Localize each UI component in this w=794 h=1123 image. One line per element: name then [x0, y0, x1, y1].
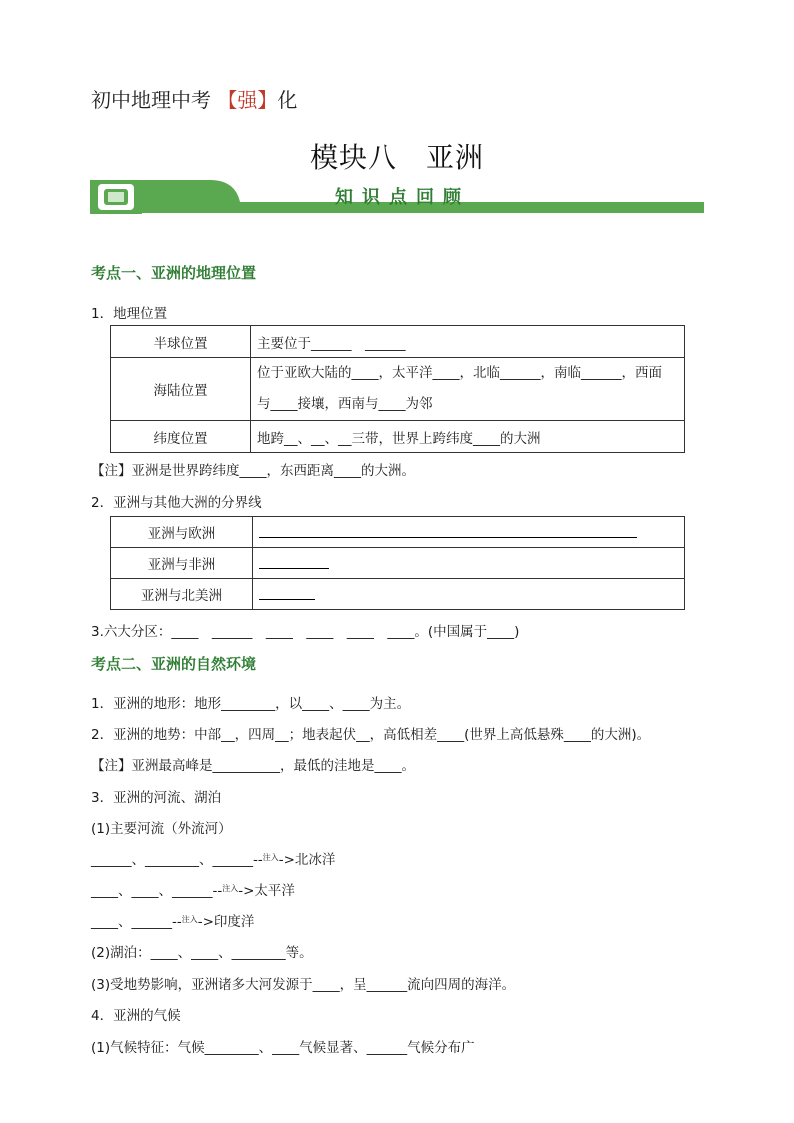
river-line-2 [91, 879, 295, 899]
series-title [91, 84, 297, 113]
table-key: 纬度位置 [111, 421, 251, 453]
table-value-line1: 位于亚欧大陆的____，太平洋____，北临______，南临______，西面 [257, 365, 662, 381]
table-row [111, 358, 685, 421]
table-key: 亚洲与北美洲 [111, 579, 253, 610]
river-target: ->北冰洋 [278, 852, 336, 868]
page-title: 模块八 亚洲 [309, 141, 484, 174]
table-row [111, 326, 685, 358]
arrow-label: 注入 [222, 884, 239, 893]
table-value-line2: 与____接壤，西南与____为邻 [257, 396, 433, 412]
table-row [111, 579, 685, 610]
line-1: 1．亚洲的地形：地形________，以____、____为主。 [91, 696, 411, 712]
river-list: ______、________、______-- [91, 852, 263, 868]
river-target: ->印度洋 [197, 914, 255, 930]
table-key: 亚洲与非洲 [111, 548, 253, 579]
arrow-label: 注入 [262, 853, 279, 862]
arrow-label: 注入 [181, 915, 198, 924]
item-2: 2．亚洲与其他大洲的分界线 [91, 495, 262, 511]
table-row [111, 548, 685, 579]
line-7: (3)受地势影响，亚洲诸多大河发源于____，呈______流向四周的海洋。 [91, 977, 516, 993]
table-value [253, 548, 685, 579]
river-line-1 [91, 848, 335, 868]
line-4: 3．亚洲的河流、湖泊 [91, 790, 222, 806]
table-value: 地跨__、__、__三带，世界上跨纬度____的大洲 [251, 421, 685, 453]
table-key: 海陆位置 [111, 358, 251, 421]
line-2: 2．亚洲的地势：中部__，四周__；地表起伏__，高低相差____(世界上高低悬殊____的大洲)。 [91, 727, 651, 743]
line-8: 4．亚洲的气候 [91, 1008, 181, 1024]
answer-blank [259, 556, 329, 569]
line-6: (2)湖泊：____、____、________等。 [91, 945, 313, 961]
location-table [110, 325, 685, 453]
river-list: ____、______-- [91, 914, 182, 930]
line-3: 【注】亚洲最高峰是__________，最低的洼地是____。 [91, 758, 415, 774]
line-9: (1)气候特征：气候________、____气候显著、______气候分布广 [91, 1040, 475, 1056]
section2-heading: 考点二、亚洲的自然环境 [91, 655, 257, 673]
note-1: 【注】亚洲是世界跨纬度____，东西距离____的大洲。 [91, 463, 415, 479]
item-3: 3.六大分区：____ ______ ____ ____ ____ ____。(中国属于____) [91, 624, 520, 640]
answer-blank [259, 587, 315, 600]
series-title-a: 初中地理中考 [91, 88, 211, 112]
table-key: 半球位置 [111, 326, 251, 358]
table-key: 亚洲与欧洲 [111, 517, 253, 548]
answer-blank [259, 525, 637, 538]
series-title-b: 【强】 [217, 88, 278, 112]
item-1: 1．地理位置 [91, 306, 168, 322]
table-row [111, 421, 685, 453]
table-row [111, 517, 685, 548]
section-banner [90, 180, 704, 216]
table-value [251, 358, 685, 421]
series-title-c: 化 [277, 88, 298, 112]
river-target: ->太平洋 [238, 883, 295, 899]
banner-label: 知识点回顾 [335, 187, 470, 208]
section1-heading: 考点一、亚洲的地理位置 [91, 264, 257, 282]
line-5: (1)主要河流（外流河） [91, 821, 232, 837]
river-line-3 [91, 910, 254, 930]
table-value [253, 517, 685, 548]
boundary-table [110, 516, 685, 610]
table-value [253, 579, 685, 610]
river-list: ____、____、______-- [91, 883, 223, 899]
table-value: 主要位于______ ______ [251, 326, 685, 358]
